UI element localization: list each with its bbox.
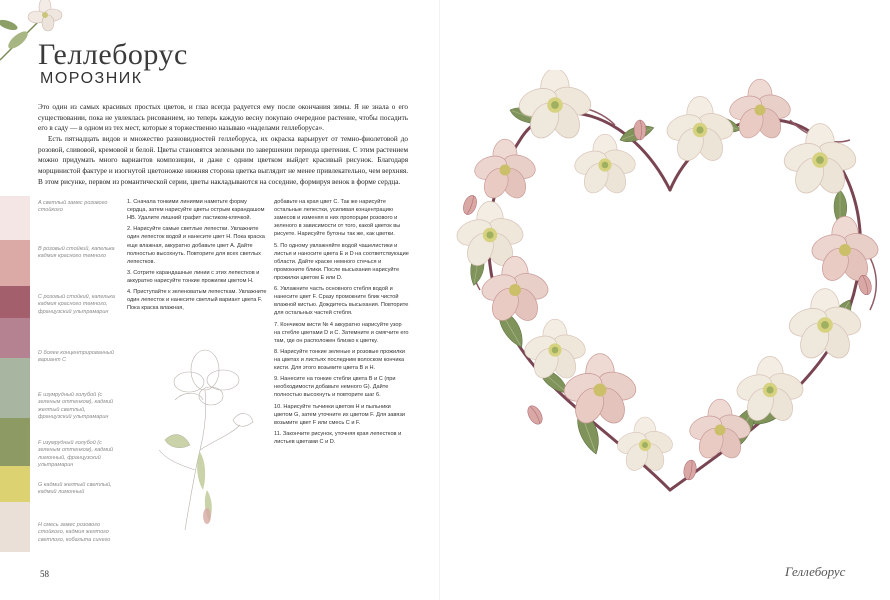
page-number: 58 <box>40 569 49 579</box>
swatch-d <box>0 318 30 358</box>
swatch-label-c: C розовый стойкий, капелька кадмия красного темного, французский ультрамарин <box>38 294 115 315</box>
swatch-g <box>0 466 30 502</box>
paint-swatch-strip <box>0 196 30 552</box>
swatch-label-h: H смесь замес розового стойкого, кадмия желтого светлого, кобальта синего <box>38 522 111 543</box>
swatch-label-a: A светлый замес розового стойкого <box>38 200 108 214</box>
pencil-sketch-illustration <box>145 340 255 540</box>
running-title: Геллеборус <box>785 564 846 579</box>
page-title: Геллеборус <box>38 38 188 71</box>
instruction-step: 4. Приступайте к зеленоватым лепесткам. Увлажните один лепесток и нанесите светлый вариант цвета F. Пока краска влажная, <box>127 289 267 312</box>
swatch-label-b: B розовый стойкий, капелька кадмия красного темного <box>38 246 115 260</box>
intro-paragraph: Это один из самых красивых простых цветов, и глаз всегда радуется ему после окончания зимы. Я не знала о его существовании, пока не увлеклась рисованием, но теперь каждую весну покупаю очередное растение, чтобы посадить его в саду — в одном из тех мест, которые я торжественно называю «наделами геллеборуса». <box>38 103 408 133</box>
page-subtitle: МОРОЗНИК <box>40 70 143 87</box>
swatch-f <box>0 418 30 466</box>
swatch-e <box>0 358 30 418</box>
instructions-column-2 <box>274 198 409 449</box>
swatch-label-f: F изумрудный голубой (с зеленым оттенком), кадмий лимонный, французский ультрамарин <box>38 440 114 469</box>
swatch-b <box>0 240 30 286</box>
swatch-c <box>0 286 30 318</box>
instruction-step: 7. Кончиком кисти № 4 аккуратно нарисуйте узор на стебле цветами D и C. Затемните и смягчите его там, где он расположен близко к цветку. <box>274 321 409 344</box>
color-swatches <box>0 196 120 552</box>
instruction-step: 10. Нарисуйте тычинки цветом H и пыльники цветом G, затем уточните их цветом F. Для завязи возьмите цвет F или смесь C и F. <box>274 403 406 426</box>
instruction-step: 8. Нарисуйте тонкие зеленые и розовые прожилки на цветах и листьях последним волоском кончика кисти. Для этого возьмите цвета B и H. <box>274 348 405 372</box>
instruction-step: 9. Нанесите на тонкие стебли цвета B и C (при необходимости добавьте немного G). Дайте полностью высохнуть и повторите шаг 6. <box>274 376 396 399</box>
swatch-a <box>0 196 30 240</box>
intro-paragraph: Есть пятнадцать видов и множество разновидностей геллеборуса, их окраска варьирует от темно-фиолетовой до розовой, сливовой, кремовой и белой. Цветы становятся зелеными по завершении периода цветения. С этим растением можно придумать много вариантов композиции, и даже с одним цветком выйдет красивый рисунок. Благодаря морщинистой фактуре и изогнутой цветоножке нижняя сторона цветка выглядит не менее привлекательно, чем верхняя. В этом рисунке, первом из романтической серии, цветы накладываются на соседние, формируя венок в форме сердца. <box>38 134 408 186</box>
instruction-step: 6. Увлажните часть основного стебля водой и нанесите цвет F. Сразу промокните блик чистой влажной кистью. Дождитесь высыхания. Повторите для остальных частей стебля. <box>274 286 409 317</box>
swatch-h <box>0 502 30 552</box>
instructions-column-1 <box>127 198 267 315</box>
instruction-step: 11. Закончите рисунок, уточняя края лепестков и листьев цветами C и D. <box>274 430 402 445</box>
instruction-step: добавьте на края цвет C. Так же нарисуйте остальные лепестки, усиливая концентрацию замесов и изменяя в них пропорции розового и зеленого в зависимости от того, какой цветок вы рисуете. Нарисуйте бутоны так же, как цветки. <box>274 199 401 238</box>
instruction-step: 1. Сначала тонкими линиями наметьте форму сердца, затем нарисуйте цветы острым карандашом HB. Удалите лишний графит ластиком-клячкой. <box>127 199 265 222</box>
instruction-step: 2. Нарисуйте самые светлые лепестки. Увлажните один лепесток водой и нанесите цвет H. Пока краска еще влажная, аккуратно добавьте цвет A. Дайте полностью высохнуть. Повторите для всех светлых лепестков. <box>127 226 265 265</box>
instruction-step: 5. По одному увлажняйте водой чашелистики и листья и наносите цвета E и D на соответствующие области. Дайте краске немного стечься и промокните блики. После высыхания нарисуйте прожилки цветом E или D. <box>274 242 409 281</box>
swatch-label-d: D более концентрированный вариант C <box>38 350 114 364</box>
swatch-label-g: G кадмий желтый светлый, кадмий лимонный <box>38 482 112 496</box>
left-page <box>0 0 440 600</box>
swatch-label-e: E изумрудный голубой (с зеленым оттенком), кадмий желтый светлый, французский ультрамарин <box>38 392 114 421</box>
hellebore-heart-wreath-illustration <box>440 70 890 530</box>
intro-text <box>38 102 408 187</box>
instruction-step: 3. Сотрите карандашные линии с этих лепестков и аккуратно нарисуйте тонкие прожилки цветом H. <box>127 269 260 284</box>
